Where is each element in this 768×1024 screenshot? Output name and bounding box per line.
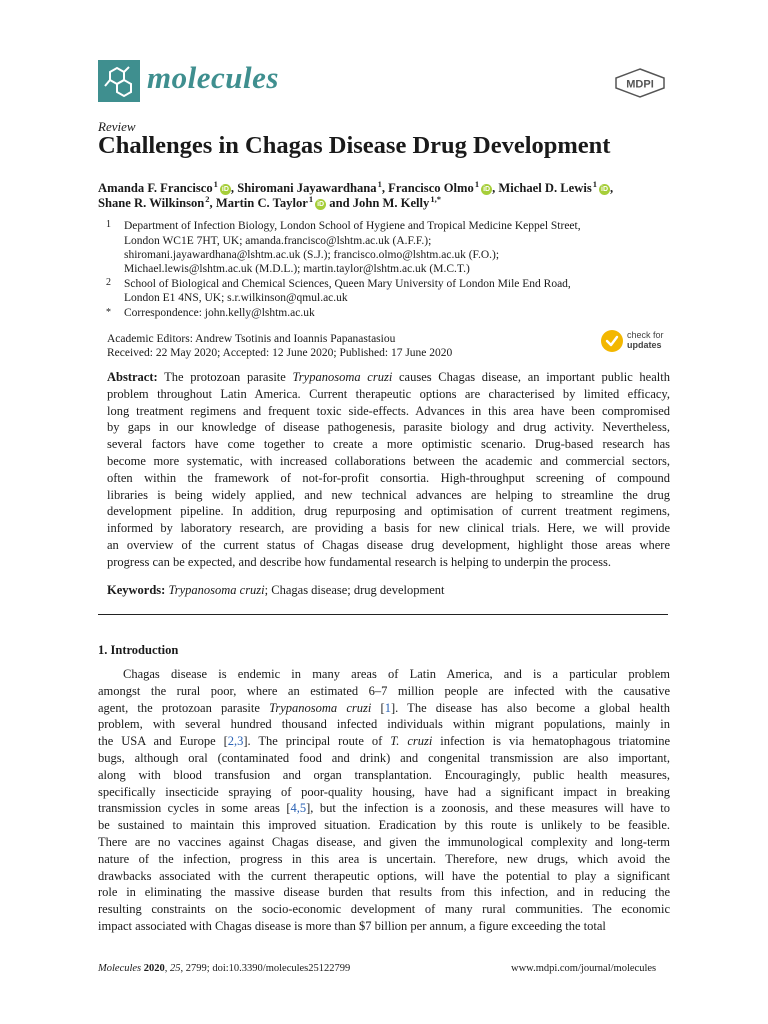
orcid-icon[interactable]: iD xyxy=(601,186,609,193)
correspondence: Correspondence: john.kelly@lshtm.ac.uk xyxy=(124,307,315,319)
affiliation-line: School of Biological and Chemical Sciences, Queen Mary University of London Mile End Road, xyxy=(124,278,571,290)
body-line: nature of the infection, progress in this area is uncertain. Therefore, new drugs, which avoid the xyxy=(98,851,670,866)
journal-url[interactable]: www.mdpi.com/journal/molecules xyxy=(511,963,657,974)
body-line: There are no vaccines against Chagas disease, and given the immunological complexity and long-term xyxy=(98,834,670,849)
molecule-icon xyxy=(98,60,140,102)
affiliation-line: London E1 4NS, UK; s.r.wilkinson@qmul.ac.uk xyxy=(124,292,348,304)
affiliation-line: London WC1E 7HT, UK; amanda.francisco@lshtm.ac.uk (A.F.F.); xyxy=(124,235,432,247)
body-line: problem, with several hundred thousand infected individuals within migrant populations, mainly in xyxy=(98,717,670,732)
journal-name: molecules xyxy=(147,60,279,95)
body-line: Chagas disease is endemic in many areas of Latin America, and is a particular problem xyxy=(123,667,670,681)
abstract-line: progress can be expected, and describe how fundamental research is helping to underpin the process. xyxy=(107,554,611,569)
author-name: Francisco Olmo xyxy=(388,181,474,195)
body-line: impact associated with Chagas disease is more than $7 billion per annum, a figure exceeding the total xyxy=(98,918,606,933)
body-line: be sustained to maintain this improved situation. Eradication by this route is unlikely to be feasible. xyxy=(98,818,670,833)
body-line: bugs, although oral (contaminated food and drink) and congenital transmission are also important, xyxy=(98,750,670,765)
keywords-label: Keywords: xyxy=(107,583,166,597)
orcid-icon[interactable]: iD xyxy=(221,186,229,193)
reference-link[interactable]: 2,3 xyxy=(227,734,244,749)
abstract-line: problem throughout Latin America. Current therapeutic options are characterised by limited efficacy, xyxy=(107,386,670,401)
abstract-line: informed by laboratory research, are providing a basis for new clinical trials. Here, we will provide xyxy=(107,521,670,536)
citation-footer: Molecules 2020, 25, 2799; doi:10.3390/molecules25122799 xyxy=(98,963,351,974)
abstract-line: long treatment regimens and frequent toxic side-effects. Advances in this area have been compromised xyxy=(107,403,670,418)
affiliation-line: Michael.lewis@lshtm.ac.uk (M.D.L.); martin.taylor@lshtm.ac.uk (M.C.T.) xyxy=(124,263,470,275)
author-name: Amanda F. Francisco xyxy=(98,181,213,195)
body-line: transmission cycles in some areas [4,5], but the infection is a zoonosis, and these measures will have to xyxy=(98,801,670,816)
abstract-line: an overview of the current status of Chagas disease drug development, highlight those areas where xyxy=(107,537,670,552)
author-name: Shiromani Jayawardhana xyxy=(237,181,377,195)
body-line: resulting constraints on the socio-economic development of many rural communities. The economic xyxy=(98,902,670,917)
reference-link[interactable]: 4,5 xyxy=(290,801,307,816)
author-name: Shane R. Wilkinson xyxy=(98,196,205,210)
body-line: specifically insecticide spraying of poor-quality housing, have had a significant impact in breaking xyxy=(98,784,670,799)
body-line: role in eliminating the massive disease burden that results from this infection, and in reducing the xyxy=(98,885,670,900)
abstract-line: become more systematic, with increased collaborations between the academic and commercial sectors, xyxy=(107,453,670,468)
affiliation-line: shiromani.jayawardhana@lshtm.ac.uk (S.J.); francisco.olmo@lshtm.ac.uk (F.O.); xyxy=(124,249,500,261)
publisher-name: MDPI xyxy=(626,78,654,91)
academic-editors: Academic Editors: Andrew Tsotinis and Ioannis Papanastasiou xyxy=(107,333,396,345)
article-type: Review xyxy=(98,119,136,134)
orcid-icon[interactable]: iD xyxy=(317,201,325,208)
section-heading: 1. Introduction xyxy=(98,643,179,657)
abstract-line: development pipeline. In addition, drug repurposing and optimisation of current treatment regimens, xyxy=(107,504,670,519)
check-for-updates-icon[interactable] xyxy=(601,330,623,352)
check-for-updates-label[interactable]: check for updates xyxy=(627,330,664,350)
affiliation-line: Department of Infection Biology, London School of Hygiene and Tropical Medicine Keppel Street, xyxy=(124,220,581,232)
abstract-line: several factors have come together to create a more optimistic scenario. Drug-based research has xyxy=(107,437,670,452)
author-name: John M. Kelly xyxy=(352,196,430,210)
reference-link[interactable]: 1 xyxy=(384,700,391,715)
publication-dates: Received: 22 May 2020; Accepted: 12 June 2020; Published: 17 June 2020 xyxy=(107,347,453,359)
abstract xyxy=(107,369,670,571)
abstract-line: by gaps in our knowledge of disease pathogenesis, parasite biology and drug activity. Nevertheless, xyxy=(107,420,670,435)
body-line: amongst the rural poor, where an estimated 6–7 million people are infected with the causative xyxy=(98,683,670,698)
publisher-logo xyxy=(614,68,666,98)
authors-line-2: Shane R. Wilkinson$^2$, Martin C. Taylor$^1$iD and John M. Kelly$^{1,*}$ xyxy=(98,194,441,210)
abstract-label: Abstract: xyxy=(107,370,158,384)
author-name: Martin C. Taylor xyxy=(215,196,308,210)
journal-logo xyxy=(98,60,140,102)
authors-line-1: Amanda F. Francisco$^1$iD , Shiromani Jayawardhana$^1$, Francisco Olmo$^1$iD , Michael D. Lewis$^1$iD , xyxy=(98,179,614,195)
section-divider xyxy=(98,614,668,615)
orcid-icon[interactable]: iD xyxy=(483,186,491,193)
author-name: Michael D. Lewis xyxy=(498,181,592,195)
abstract-line: libraries is being widely applied, and new technical advances are helping to streamline the drug xyxy=(107,487,670,502)
abstract-line: often within the framework of not-for-profit consortia. High-throughput screening of compound xyxy=(107,470,670,485)
affiliation-marker: 1 xyxy=(106,219,111,230)
species-name: T. cruzi xyxy=(390,734,433,749)
body-line: along with blood transfusion and organ transplantation. Encouragingly, public health measures, xyxy=(98,767,670,782)
body-line: agent, the protozoan parasite Trypanosoma cruzi [1]. The disease has also become a global health xyxy=(98,700,670,715)
body-line: the USA and Europe [2,3]. The principal route of T. cruzi infection is via hematophagous triatomine xyxy=(98,734,670,749)
correspondence-marker: * xyxy=(106,307,111,318)
abstract-line: Abstract: The protozoan parasite Trypanosoma cruzi causes Chagas disease, an important public health xyxy=(107,370,670,384)
article-title: Challenges in Chagas Disease Drug Development xyxy=(98,132,611,159)
species-name: Trypanosoma cruzi xyxy=(269,700,372,715)
body-line: drawbacks associated with the current therapeutic options, will have the potential to play a significant xyxy=(98,868,670,883)
keywords: Keywords: Trypanosoma cruzi; Chagas disease; drug development xyxy=(107,583,445,597)
introduction-body xyxy=(98,666,670,935)
affiliation-marker: 2 xyxy=(106,277,111,288)
